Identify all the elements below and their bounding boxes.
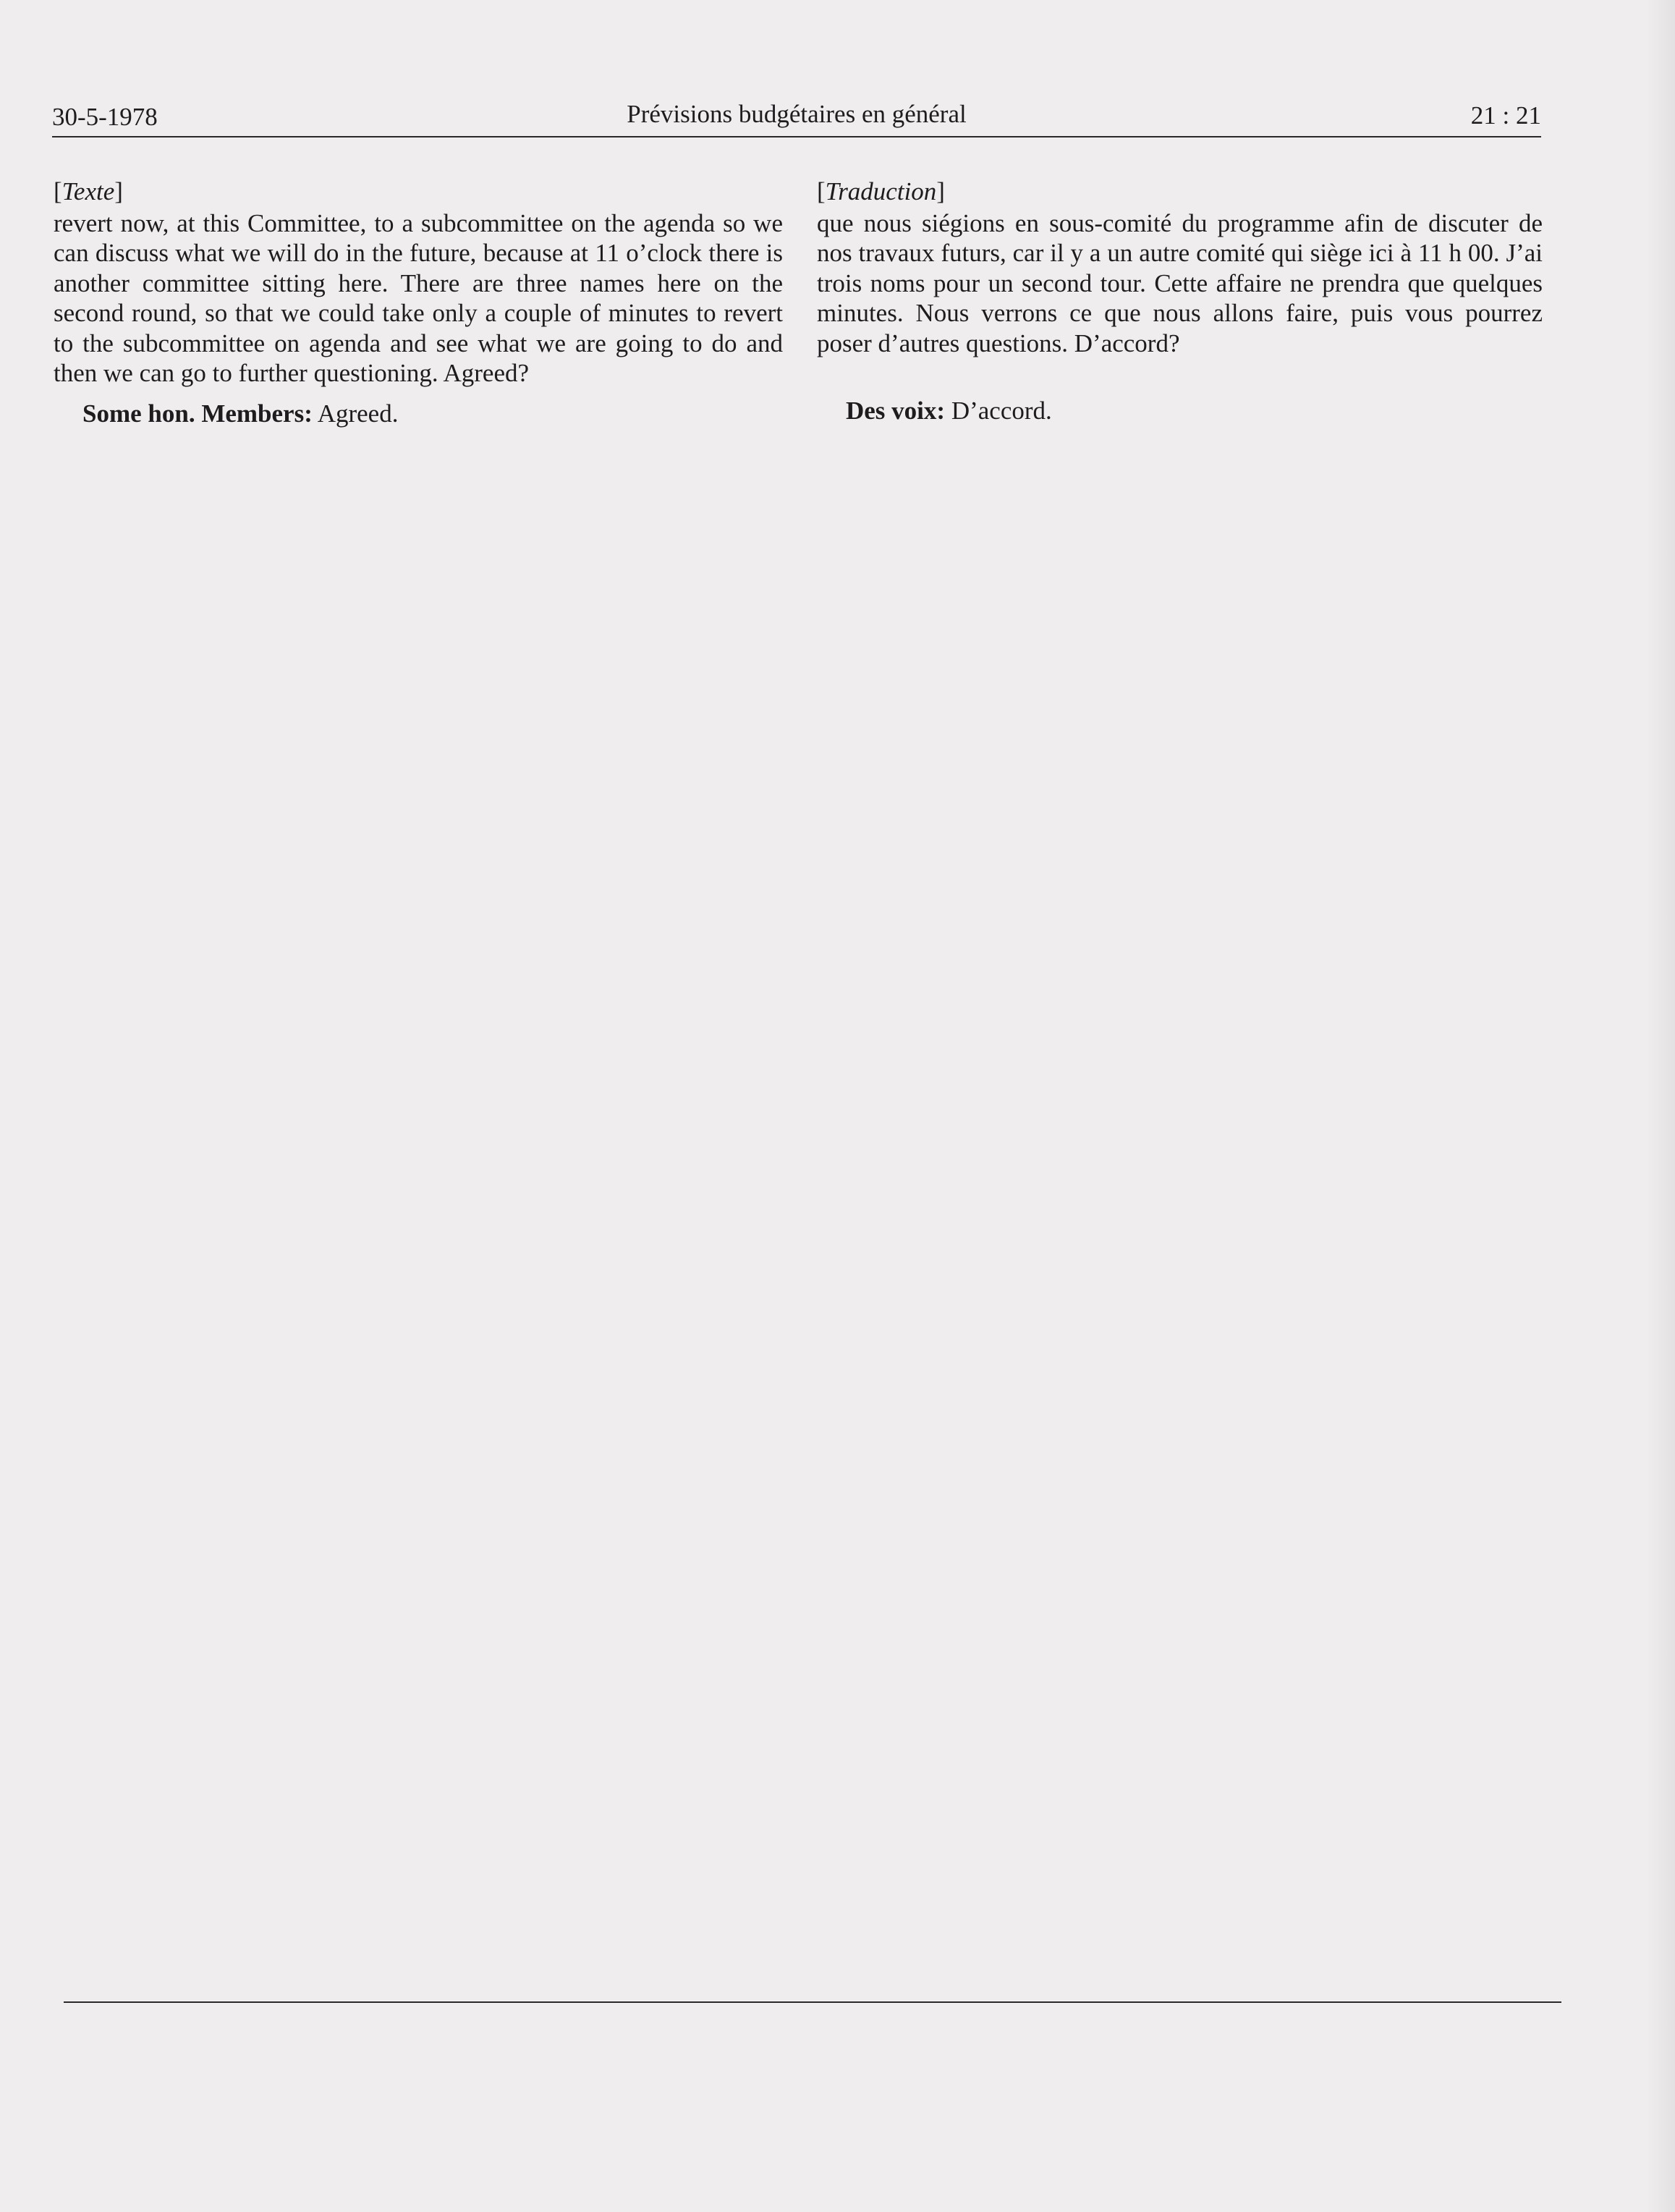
tag-label: Texte [62,177,115,205]
footer-rule [64,2001,1561,2003]
speaker-name: Some hon. Members: [82,399,313,428]
french-paragraph: que nous siégions en sous-comité du programme afin de discuter de nos travaux futurs, car il y a un autre comité qui siège ici à 11 h 00. J’ai trois noms pour un second tour. Cette affaire ne prendra que quelques minutes. Nous verrons ce que nous allons faire, puis vous pourrez poser d’autres questions. D’accord? [817,208,1543,357]
header-rule [52,136,1541,137]
section-tag-traduction [817,177,1543,207]
section-tag-texte [54,177,783,207]
tag-close-bracket: ] [114,177,123,205]
english-column [54,177,783,428]
french-speaker-line [817,396,1543,426]
header-page-number: 21 : 21 [1470,101,1541,130]
speaker-speech: D’accord. [945,397,1052,425]
header-title: Prévisions budgétaires en général [627,100,967,128]
header-date: 30-5-1978 [52,103,158,131]
page-edge-shadow [1646,0,1675,2212]
tag-close-bracket: ] [936,177,945,205]
speaker-name: Des voix: [846,397,946,425]
tag-open-bracket: [ [54,177,62,205]
running-header [52,98,1541,139]
tag-label: Traduction [825,177,937,205]
english-speaker-line [54,399,783,429]
tag-open-bracket: [ [817,177,826,205]
speaker-speech: Agreed. [312,399,399,428]
english-paragraph: revert now, at this Committee, to a subcommittee on the agenda so we can discuss what we will do in the future, because at 11 o’clock there is another committee sitting here. There are three names here on the second round, so that we could take only a couple of minutes to revert to the subcommittee on agenda and see what we are going to do and then we can go to further questioning. Agreed? [54,208,783,387]
french-column [817,177,1543,426]
